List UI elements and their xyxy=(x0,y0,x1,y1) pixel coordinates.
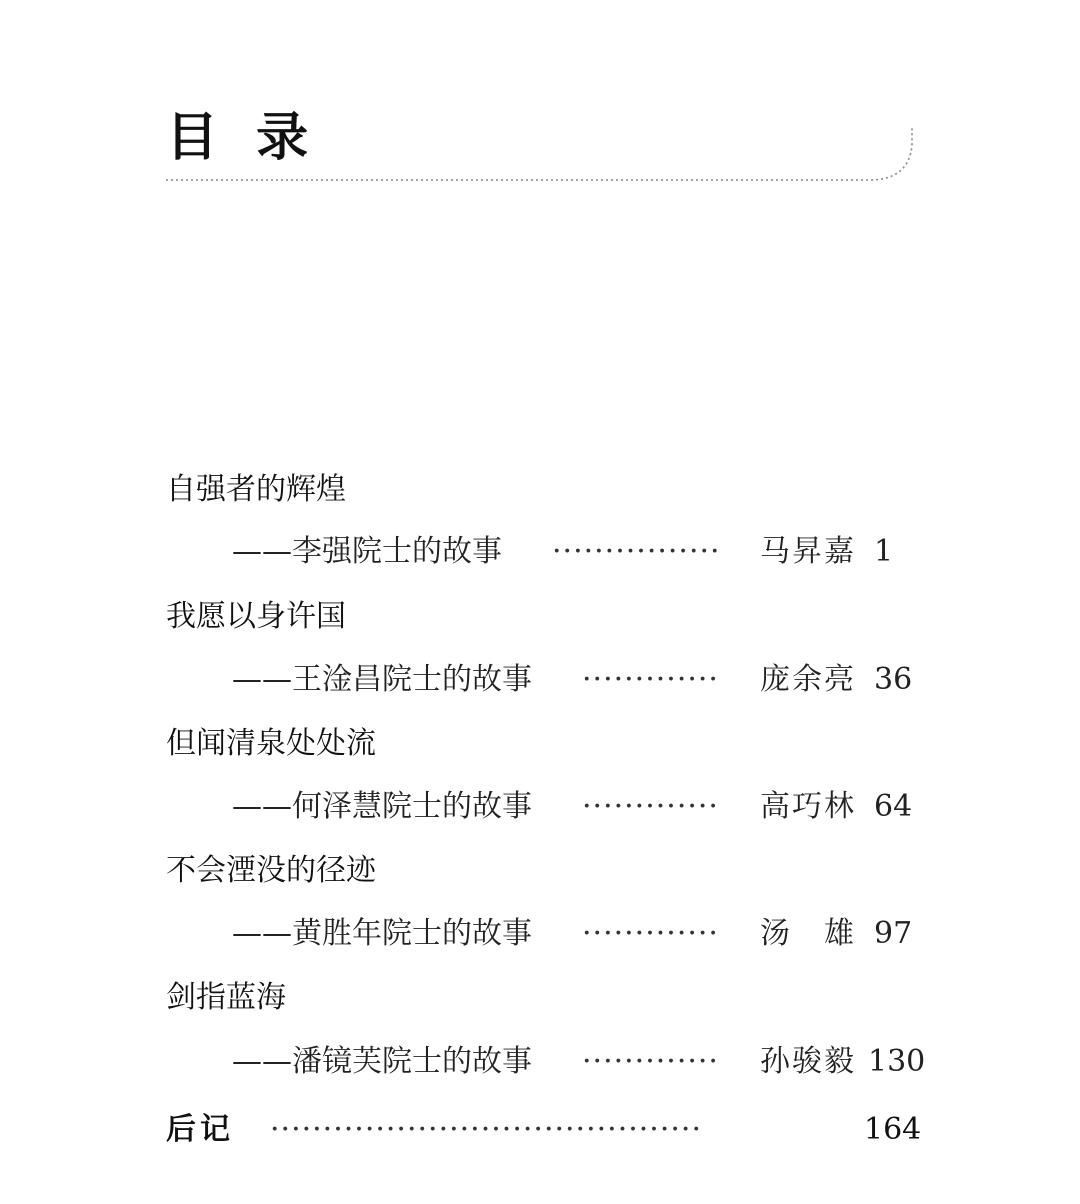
entry-author: 马昇嘉 xyxy=(760,534,856,569)
entry-subtitle-row[interactable] xyxy=(232,658,922,702)
afterword-page-number: 164 xyxy=(864,1112,922,1147)
entry-title[interactable]: 自强者的辉煌 xyxy=(166,472,346,507)
entry-page-number: 64 xyxy=(874,789,913,824)
entry-page-number: 36 xyxy=(874,662,913,697)
entry-page-number: 130 xyxy=(868,1044,926,1079)
dot-leader: ········································· xyxy=(270,1112,702,1147)
entry-page-number: 97 xyxy=(874,916,913,951)
dot-leader: ············· xyxy=(582,1044,719,1079)
title-dotted-rule xyxy=(164,120,924,190)
entry-title[interactable]: 但闻清泉处处流 xyxy=(166,726,376,761)
dot-leader: ············· xyxy=(582,916,719,951)
entry-subtitle-row[interactable] xyxy=(232,1040,926,1084)
afterword-label: 后记 xyxy=(166,1112,234,1147)
entry-subtitle-row[interactable] xyxy=(232,785,922,829)
entry-subtitle-row[interactable] xyxy=(232,912,922,956)
entry-title[interactable]: 不会湮没的径迹 xyxy=(166,853,376,888)
entry-author: 高巧林 xyxy=(760,789,856,824)
entry-author: 汤 雄 xyxy=(760,916,856,951)
entry-subtitle-row[interactable] xyxy=(232,530,922,574)
entry-subtitle: ——黄胜年院士的故事 xyxy=(232,916,532,951)
dot-leader: ············· xyxy=(582,789,719,824)
dot-leader: ············· xyxy=(582,662,719,697)
entry-title[interactable]: 我愿以身许国 xyxy=(166,599,346,634)
entry-author: 孙骏毅 xyxy=(760,1044,856,1079)
dot-leader: ················ xyxy=(552,534,721,569)
entry-subtitle: ——李强院士的故事 xyxy=(232,534,502,569)
page-title: 目 录 xyxy=(166,108,319,168)
afterword-row[interactable] xyxy=(166,1108,926,1152)
entry-title[interactable]: 剑指蓝海 xyxy=(166,980,286,1015)
entry-page-number: 1 xyxy=(874,534,894,569)
entry-author: 庞余亮 xyxy=(760,662,856,697)
entry-subtitle: ——王淦昌院士的故事 xyxy=(232,662,532,697)
entry-subtitle: ——潘镜芙院士的故事 xyxy=(232,1044,532,1079)
entry-subtitle: ——何泽慧院士的故事 xyxy=(232,789,532,824)
